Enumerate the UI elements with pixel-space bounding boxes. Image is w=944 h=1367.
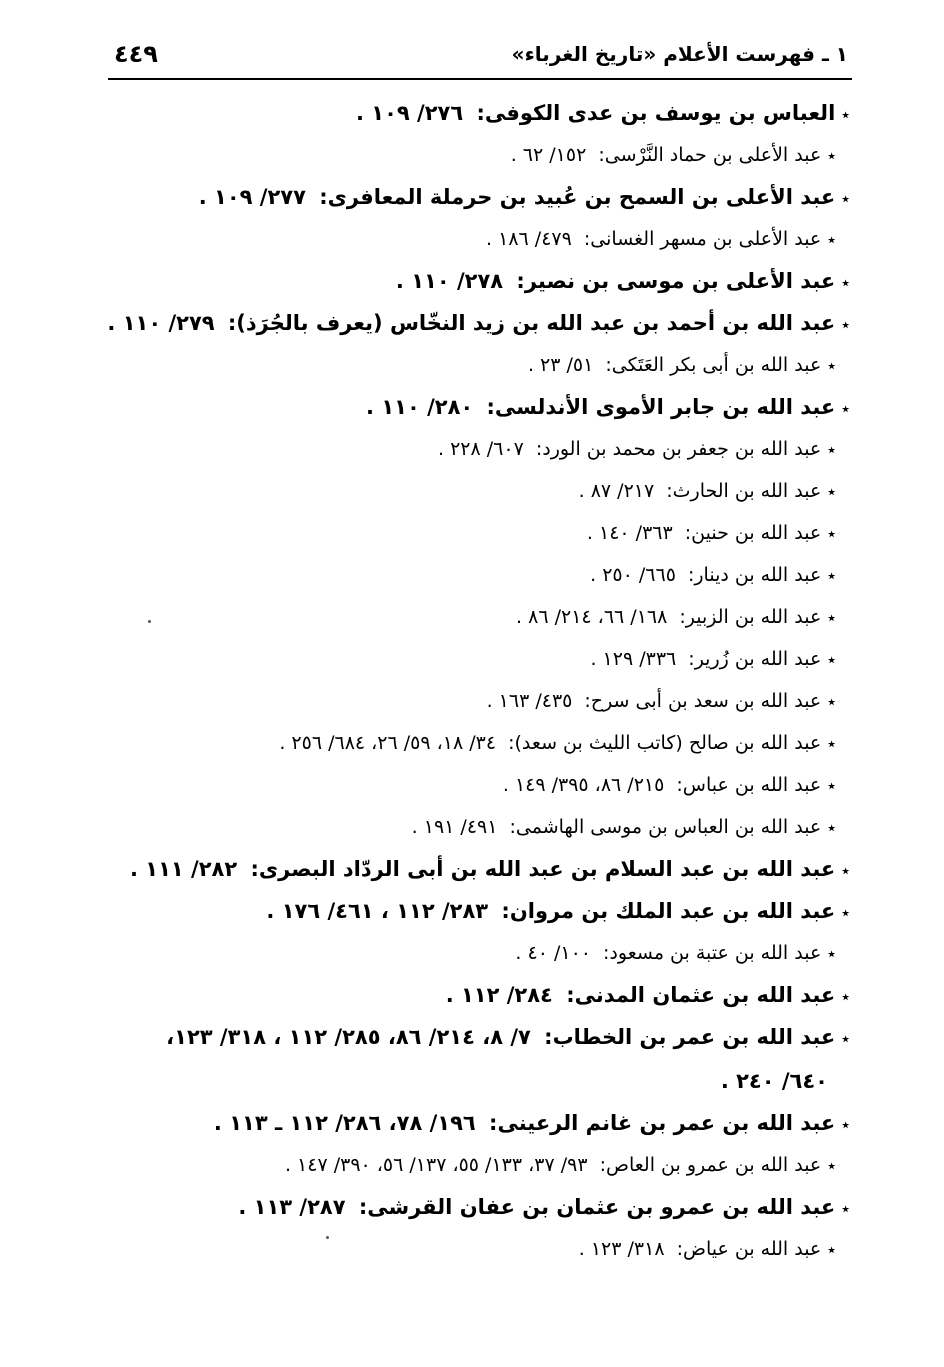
entry-name: عبد الله بن عباس: [676, 774, 822, 796]
index-entry [100, 386, 850, 428]
entry-name: عبد الله بن جعفر بن محمد بن الورد: [535, 438, 822, 460]
asterisk-icon: ٭ [841, 273, 850, 292]
index-entry [100, 848, 850, 890]
entry-references: ٧/ ٨، ٢١٤/ ٨٦، ٢٨٥/ ١١٢ ، ٣١٨/ ١٢٣، [166, 1025, 531, 1049]
index-entries [100, 92, 850, 1270]
index-entry [100, 344, 850, 386]
entry-name: عبد الله بن عياض: [676, 1238, 822, 1260]
asterisk-icon: ٭ [827, 818, 836, 837]
page-header [108, 36, 848, 76]
entry-references: ٢٧٧/ ١٠٩ . [198, 185, 306, 209]
entry-references: ٢١٧/ ٨٧ . [578, 480, 655, 502]
entry-name: عبد الله بن جابر الأموى الأندلسى: [486, 395, 836, 419]
entry-references: ٣٦٣/ ١٤٠ . [586, 522, 673, 544]
asterisk-icon: ٭ [827, 524, 836, 543]
entry-references: ٤٣٥/ ١٦٣ . [486, 690, 573, 712]
asterisk-icon: ٭ [841, 1115, 850, 1134]
entry-name: عبد الله بن عبد الملك بن مروان: [501, 899, 836, 923]
index-entry [100, 512, 850, 554]
index-entry [100, 554, 850, 596]
entry-references: ٣٣٦/ ١٢٩ . [590, 648, 677, 670]
asterisk-icon: ٭ [827, 692, 836, 711]
asterisk-icon: ٭ [827, 440, 836, 459]
entry-references: ٢٧٨/ ١١٠ . [395, 269, 504, 293]
asterisk-icon: ٭ [827, 230, 836, 249]
entry-references: ٢٨٧/ ١١٣ . [238, 1195, 346, 1219]
asterisk-icon: ٭ [841, 861, 850, 880]
entry-references: ٢٨٠/ ١١٠ . [366, 395, 474, 419]
asterisk-icon: ٭ [827, 566, 836, 585]
asterisk-icon: ٭ [827, 1240, 836, 1259]
index-entry [100, 470, 850, 512]
index-entry [100, 428, 850, 470]
asterisk-icon: ٭ [841, 987, 850, 1006]
index-entry [100, 218, 850, 260]
scan-speck [326, 1236, 329, 1239]
asterisk-icon: ٭ [827, 1156, 836, 1175]
entry-references: ٥١/ ٢٣ . [527, 354, 594, 376]
index-entry [100, 1102, 850, 1144]
asterisk-icon: ٭ [841, 1199, 850, 1218]
entry-name: عبد الله بن عتبة بن مسعود: [603, 942, 822, 964]
index-entry [100, 932, 850, 974]
entry-name: عبد الله بن العباس بن موسى الهاشمى: [509, 816, 822, 838]
index-entry [100, 134, 850, 176]
entry-references: ٢٨٤/ ١١٢ . [445, 983, 553, 1007]
entry-name: عبد الله بن عمر بن الخطاب: [544, 1025, 836, 1049]
entry-name: عبد الله بن عمرو بن عثمان بن عفان القرشى: [358, 1195, 836, 1219]
index-entry [100, 92, 850, 134]
entry-name: عبد الله بن عبد السلام بن عبد الله بن أبى الردّاد البصرى: [250, 857, 836, 881]
scan-speck [148, 620, 151, 623]
entry-references: ٢٧٦/ ١٠٩ . [355, 101, 464, 125]
entry-name: عبد الله بن أحمد بن عبد الله بن زيد النخّاس (يعرف بالجُرَذ): [227, 311, 836, 335]
asterisk-icon: ٭ [841, 105, 850, 124]
asterisk-icon: ٭ [827, 482, 836, 501]
entry-name: عبد الأعلى بن حماد النَّرْسى: [598, 144, 822, 166]
entry-references: ٢٨٣/ ١١٢ ، ٤٦١/ ١٧٦ . [266, 899, 489, 923]
index-entry [100, 302, 850, 344]
asterisk-icon: ٭ [827, 650, 836, 669]
entry-references: ٩٣/ ٣٧، ١٣٣/ ٥٥، ١٣٧/ ٥٦، ٣٩٠/ ١٤٧ . [284, 1154, 588, 1176]
entry-name: عبد الله بن عثمان المدنى: [566, 983, 836, 1007]
entry-references: ٤٩١/ ١٩١ . [411, 816, 498, 838]
entry-references: ٢٧٩/ ١١٠ . [107, 311, 215, 335]
asterisk-icon: ٭ [827, 146, 836, 165]
entry-references: ٢١٥/ ٨٦، ٣٩٥/ ١٤٩ . [502, 774, 665, 796]
entry-name: عبد الله بن سعد بن أبى سرح: [584, 690, 822, 712]
index-entry [100, 722, 850, 764]
index-entry [100, 890, 850, 932]
index-entry [100, 176, 850, 218]
running-title: ١ ـ فهرست الأعلام «تاريخ الغرباء» [511, 42, 848, 66]
entry-name: عبد الله بن الزبير: [679, 606, 822, 628]
asterisk-icon: ٭ [841, 189, 850, 208]
entry-name: عبد الأعلى بن موسى بن نصير: [516, 269, 836, 293]
index-entry [100, 764, 850, 806]
asterisk-icon: ٭ [827, 776, 836, 795]
index-entry [100, 1228, 850, 1270]
entry-references: ١٥٢/ ٦٢ . [510, 144, 587, 166]
index-entry [100, 806, 850, 848]
header-rule [108, 78, 852, 80]
asterisk-icon: ٭ [827, 734, 836, 753]
asterisk-icon: ٭ [841, 315, 850, 334]
asterisk-icon: ٭ [841, 399, 850, 418]
entry-name: عبد الله بن حنين: [684, 522, 822, 544]
asterisk-icon: ٭ [841, 903, 850, 922]
entry-references: ٦٦٥/ ٢٥٠ . [590, 564, 676, 586]
entry-name: عبد الله بن أبى بكر العَتَكى: [605, 354, 822, 376]
entry-references: ٤٧٩/ ١٨٦ . [486, 228, 572, 250]
index-entry [100, 638, 850, 680]
asterisk-icon: ٭ [827, 356, 836, 375]
entry-name: عبد الله بن صالح (كاتب الليث بن سعد): [508, 732, 822, 754]
asterisk-icon: ٭ [841, 1029, 850, 1048]
entry-name: عبد الله بن الحارث: [666, 480, 822, 502]
entry-references: ٦٠٧/ ٢٢٨ . [437, 438, 524, 460]
entry-references: ٢٨٢/ ١١١ . [130, 857, 238, 881]
index-entry [100, 596, 850, 638]
entry-name: عبد الأعلى بن مسهر الغسانى: [583, 228, 822, 250]
index-entry [100, 1144, 850, 1186]
entry-references: ١٠٠/ ٤٠ . [515, 942, 591, 964]
index-entry [100, 260, 850, 302]
entry-name: عبد الله بن دينار: [687, 564, 822, 586]
entry-name: عبد الأعلى بن السمح بن عُبيد بن حرملة المعافرى: [319, 185, 836, 209]
entry-name: عبد الله بن زُرير: [688, 648, 822, 670]
entry-name: عبد الله بن عمرو بن العاص: [599, 1154, 822, 1176]
page-number: ٤٤٩ [114, 40, 158, 68]
entry-references: ٣١٨/ ١٢٣ . [578, 1238, 665, 1260]
index-entry [100, 974, 850, 1016]
entry-references: ١٦٨/ ٦٦، ٢١٤/ ٨٦ . [516, 606, 668, 628]
entry-name: العباس بن يوسف بن عدى الكوفى: [476, 101, 836, 125]
index-entry [100, 1016, 850, 1102]
entry-continuation: ٦٤٠/ ٢٤٠ . [720, 1069, 828, 1093]
asterisk-icon: ٭ [827, 608, 836, 627]
entry-references: ٣٤/ ١٨، ٥٩/ ٢٦، ٦٨٤/ ٢٥٦ . [279, 732, 497, 754]
index-entry [100, 1186, 850, 1228]
entry-name: عبد الله بن عمر بن غانم الرعينى: [489, 1111, 836, 1135]
asterisk-icon: ٭ [827, 944, 836, 963]
index-entry [100, 680, 850, 722]
entry-references: ١٩٦/ ٧٨، ٢٨٦/ ١١٢ ـ ١١٣ . [213, 1111, 476, 1135]
